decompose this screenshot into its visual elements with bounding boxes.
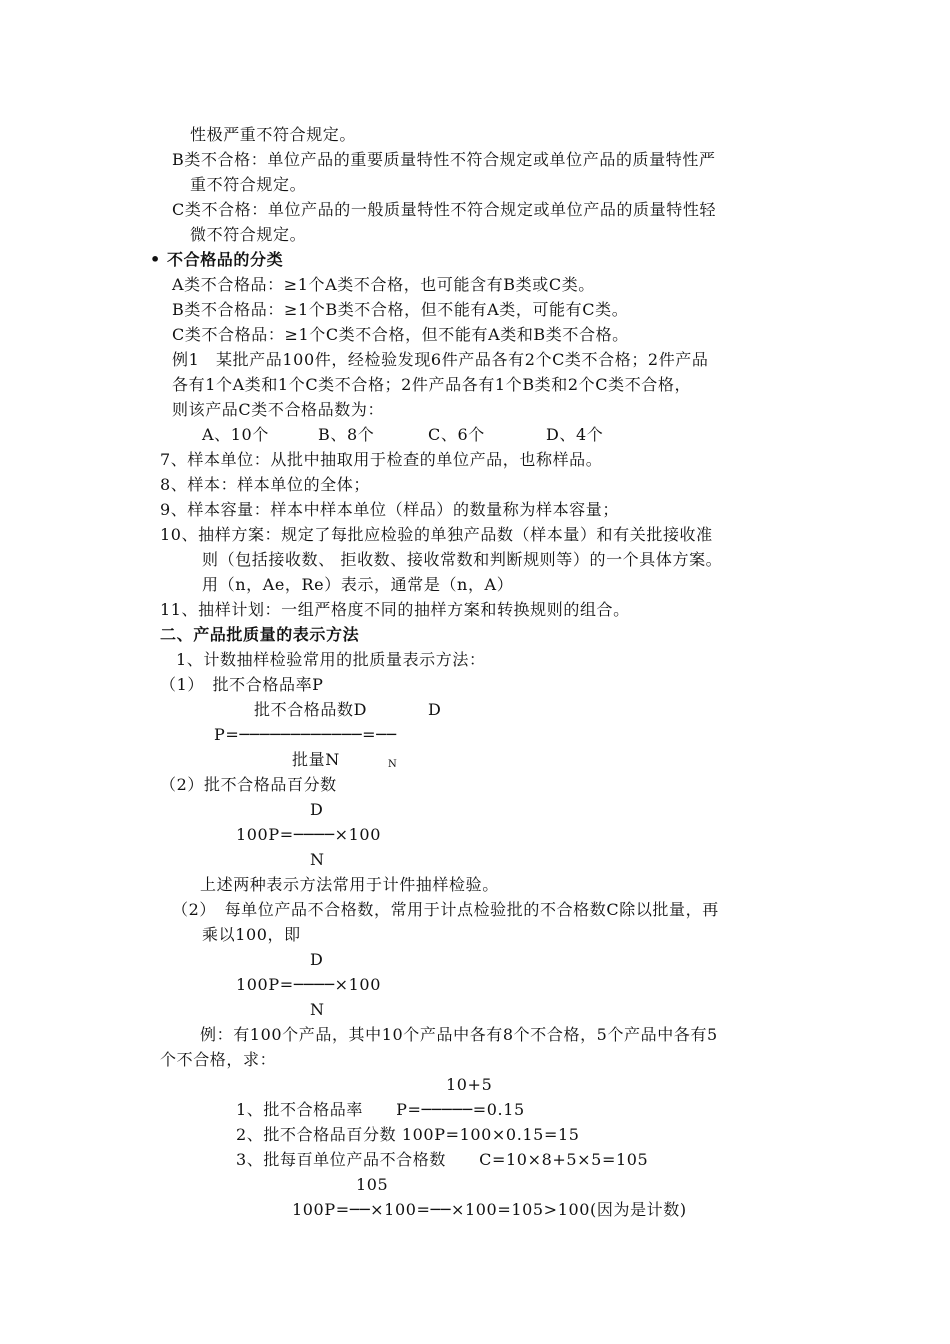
text-line: C类不合格品：≥1个C类不合格，但不能有A类和B类不合格。 <box>172 325 629 344</box>
text-line: 11、抽样计划：一组严格度不同的抽样方案和转换规则的组合。 <box>160 600 630 619</box>
text-line: 微不符合规定。 <box>190 225 307 244</box>
section-heading: • 不合格品的分类 <box>150 250 284 269</box>
text-line: 8、样本：样本单位的全体； <box>160 475 370 494</box>
formula-numerator: 批不合格品数D <box>254 700 368 719</box>
option-c: C、6个 <box>428 425 485 444</box>
formula-numerator: D <box>310 800 324 819</box>
text-line: 3、批每百单位产品不合格数 C=10×8+5×5=105 <box>236 1150 649 1169</box>
formula-line: 100P=──×100=──×100=105>100(因为是计数) <box>292 1200 687 1219</box>
text-line: 7、样本单位：从批中抽取用于检查的单位产品，也称样品。 <box>160 450 603 469</box>
text-line: 1、批不合格品率 P=─────=0.15 <box>236 1100 525 1119</box>
formula-line: 100P=────×100 <box>236 975 381 994</box>
option-b: B、8个 <box>318 425 375 444</box>
formula-line: 100P=────×100 <box>236 825 381 844</box>
text-line: （1） 批不合格品率P <box>160 675 324 694</box>
text-line: 乘以100，即 <box>202 925 301 944</box>
text-line: 则（包括接收数、 拒收数、接收常数和判断规则等）的一个具体方案。 <box>202 550 723 569</box>
formula-numerator: D <box>428 700 442 719</box>
option-a: A、10个 <box>202 425 269 444</box>
text-line: B类不合格品：≥1个B类不合格，但不能有A类，可能有C类。 <box>172 300 629 319</box>
text-line: 例1 某批产品100件，经检验发现6件产品各有2个C类不合格；2件产品 <box>172 350 709 369</box>
text-line: 上述两种表示方法常用于计件抽样检验。 <box>200 875 499 894</box>
text-line: （2） 每单位产品不合格数，常用于计点检验批的不合格数C除以批量，再 <box>172 900 719 919</box>
text-line: 用（n，Ae，Re）表示，通常是（n，A） <box>202 575 514 594</box>
text-line: B类不合格：单位产品的重要质量特性不符合规定或单位产品的质量特性严 <box>172 150 716 169</box>
text-line: C类不合格：单位产品的一般质量特性不符合规定或单位产品的质量特性轻 <box>172 200 717 219</box>
section-heading: 二、产品批质量的表示方法 <box>160 625 360 644</box>
text-line: 2、批不合格品百分数 100P=100×0.15=15 <box>236 1125 580 1144</box>
text-line: （2）批不合格品百分数 <box>160 775 337 794</box>
text-line: 例：有100个产品，其中10个产品中各有8个不合格，5个产品中各有5 <box>200 1025 718 1044</box>
text-line: A类不合格品：≥1个A类不合格，也可能含有B类或C类。 <box>172 275 595 294</box>
formula-denominator: N <box>310 1000 325 1019</box>
text-line: 则该产品C类不合格品数为： <box>172 400 385 419</box>
text-line: 10、抽样方案：规定了每批应检验的单独产品数（样本量）和有关批接收准 <box>160 525 713 544</box>
text-line: 个不合格，求： <box>160 1050 277 1069</box>
option-d: D、4个 <box>546 425 604 444</box>
formula-denominator: 批量N <box>292 750 340 769</box>
formula-numerator: D <box>310 950 324 969</box>
formula-numerator: 105 <box>356 1175 389 1194</box>
formula-denominator: N <box>388 759 398 770</box>
formula-numerator: 10+5 <box>446 1075 493 1094</box>
text-line: 性极严重不符合规定。 <box>190 125 357 144</box>
text-line: 各有1个A类和1个C类不合格；2件产品各有1个B类和2个C类不合格， <box>172 375 692 394</box>
formula-denominator: N <box>310 850 325 869</box>
text-line: 重不符合规定。 <box>190 175 307 194</box>
text-line: 1、计数抽样检验常用的批质量表示方法： <box>176 650 486 669</box>
formula-line: P=────────────=── <box>214 725 397 744</box>
text-line: 9、样本容量：样本中样本单位（样品）的数量称为样本容量； <box>160 500 619 519</box>
